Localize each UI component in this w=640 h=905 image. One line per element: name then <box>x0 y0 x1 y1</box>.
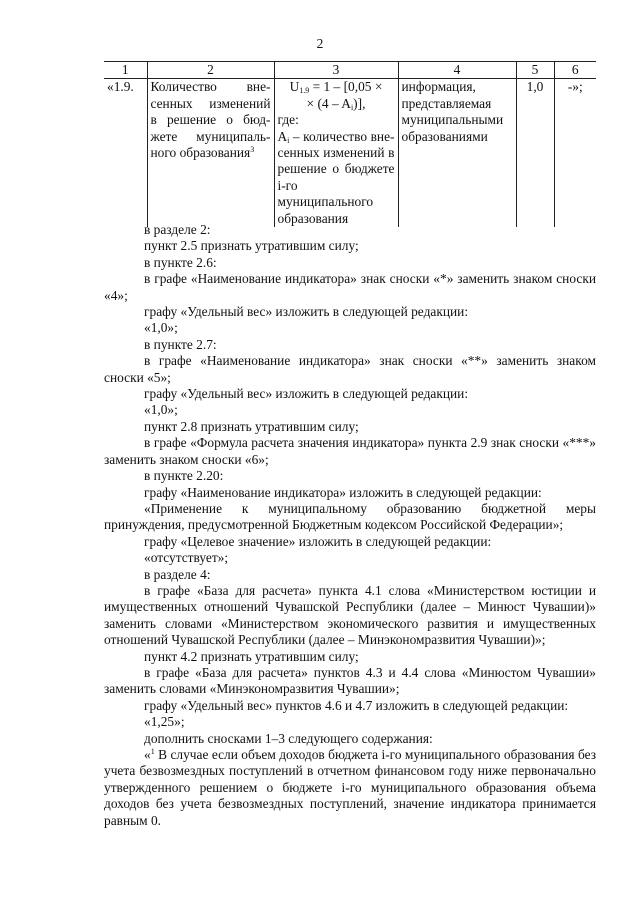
paragraph: «отсутствует»; <box>144 550 229 566</box>
indicator-name-line: жете муниципаль- <box>150 128 271 144</box>
indicator-name-line: ного образования <box>150 145 251 161</box>
source-line: информация, <box>401 79 476 95</box>
paragraph: графу «Целевое значение» изложить в следующей редакции: <box>144 533 492 549</box>
paragraph: в графе «Наименование индикатора» знак сноски «**» заменить знаком сноски «5»; <box>104 353 596 385</box>
paragraph: пункт 4.2 признать утратившим силу; <box>144 648 359 664</box>
formula-subscript: i <box>350 102 354 112</box>
footnote-open-quote: « <box>144 747 151 762</box>
paragraph: в пункте 2.7: <box>144 336 217 352</box>
paragraph: в пункте 2.20: <box>144 468 224 484</box>
paragraph: в графе «Наименование индикатора» знак сноски «*» заменить знаком сноски «4»; <box>104 271 596 303</box>
formula-text: × (4 – A <box>306 95 351 111</box>
indicator-name-line: сенных изменений <box>150 95 271 111</box>
paragraph: графу «Удельный вес» пунктов 4.6 и 4.7 изложить в следующей редакции: <box>144 697 569 713</box>
source-line: образованиями <box>401 128 488 144</box>
paragraph: «Применение к муниципальному образованию бюджетной меры принуждения, предусмотренной Бюджетным кодексом Российской Федерации»; <box>104 500 596 533</box>
table-header-cell: 6 <box>554 62 596 79</box>
formula-text: – количество вне- <box>289 128 395 144</box>
footnote-marker: 1 <box>150 747 155 756</box>
formula-text: образования <box>277 210 349 226</box>
paragraph: «1,0»; <box>144 320 178 336</box>
indicator-formula <box>274 79 398 227</box>
source-line: муниципальными <box>401 112 504 128</box>
table-header-cell: 2 <box>147 62 274 79</box>
formula-text: = 1 – [0,05 × <box>309 79 383 95</box>
indicator-name-line: Количество вне- <box>150 79 271 95</box>
formula-subscript: 1.9 <box>299 86 310 96</box>
formula-text: )], <box>353 95 366 111</box>
paragraph: в графе «База для расчета» пунктов 4.3 и 4.4 слова «Минюстом Чувашии» заменить словами «Минэкономразвития Чувашии»; <box>104 664 596 697</box>
paragraph: в разделе 2: <box>144 222 211 237</box>
paragraph: в пункте 2.6: <box>144 254 217 270</box>
paragraph: графу «Удельный вес» изложить в следующей редакции: <box>144 386 469 402</box>
footnote-paragraph <box>104 747 596 829</box>
indicator-weight: 1,0 <box>516 79 554 227</box>
paragraph: «1,25»; <box>144 714 185 730</box>
table-header-row <box>104 62 596 79</box>
document-body <box>104 222 596 829</box>
row-number: «1.9. <box>104 79 147 227</box>
paragraph: графу «Наименование индикатора» изложить в следующей редакции: <box>144 484 542 500</box>
indicator-table <box>104 61 596 227</box>
footnote-marker: 3 <box>250 145 255 155</box>
formula-text: i-го муниципального <box>277 177 374 210</box>
indicator-name <box>147 79 274 227</box>
source-line: представляемая <box>401 95 492 111</box>
paragraph: дополнить сносками 1–3 следующего содержания: <box>144 730 433 746</box>
paragraph: пункт 2.8 признать утратившим силу; <box>144 418 359 434</box>
formula-where: где: <box>277 112 299 128</box>
paragraph: в разделе 4: <box>144 566 211 582</box>
indicator-name-line: в решение о бюд- <box>150 112 271 128</box>
formula-symbol: A <box>277 128 288 144</box>
paragraph: в графе «Формула расчета значения индикатора» пункта 2.9 знак сноски «***» заменить знаком сноски «6»; <box>104 435 596 467</box>
paragraph: «1,0»; <box>144 402 178 418</box>
table-header-cell: 4 <box>398 62 516 79</box>
formula-symbol: U <box>289 79 300 95</box>
table-header-cell: 1 <box>104 62 147 79</box>
formula-text: сенных изменений в <box>277 145 395 161</box>
formula-text: решение о бюджете <box>277 161 395 177</box>
formula-subscript: i <box>287 135 290 145</box>
table-header-cell: 5 <box>516 62 554 79</box>
table-header-cell: 3 <box>274 62 398 79</box>
table-row <box>104 79 596 227</box>
paragraph: пункт 2.5 признать утратившим силу; <box>144 238 359 254</box>
page-number: 2 <box>316 36 324 51</box>
indicator-source <box>398 79 516 227</box>
paragraph: в графе «База для расчета» пункта 4.1 слова «Министерством юстиции и имущественных отношений Чувашской Республики (далее – Минюст Чувашии)» заменить словами «Министерством экономического развития и имущественных отношений Чувашской Республики (далее – Минэкономразвития Чувашии)»; <box>104 582 596 648</box>
indicator-target: -»; <box>554 79 596 227</box>
footnote-text: В случае если объем доходов бюджета i-го муниципального образования без учета безвозмездных поступлений в отчетном финансовом году ниже первоначально утвержденного решением о бюджете i-го муниципального образования объема доходов без учета безвозмездных поступлений, значение индикатора принимается равным 0. <box>104 747 596 828</box>
paragraph: графу «Удельный вес» изложить в следующей редакции: <box>144 304 469 320</box>
